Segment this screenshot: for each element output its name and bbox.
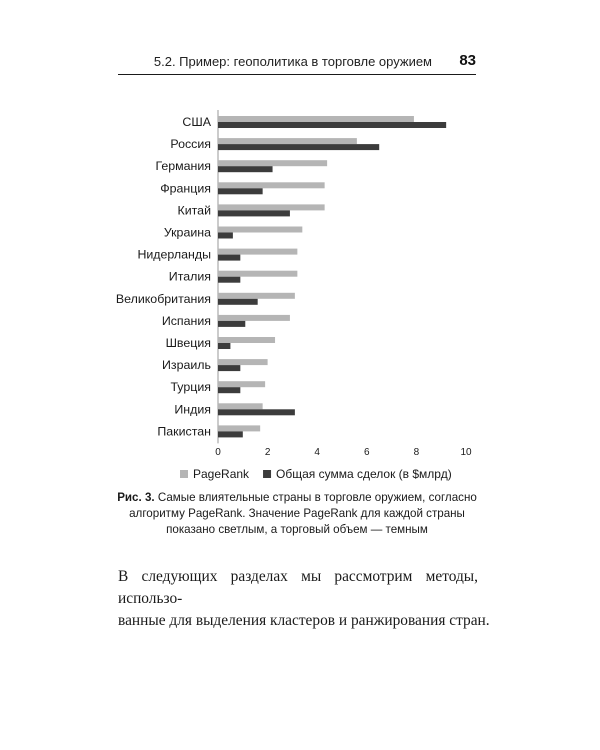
bar-pagerank <box>218 249 297 255</box>
category-label: Турция <box>170 380 211 395</box>
category-label: Великобритания <box>115 291 211 306</box>
bar-trade-volume <box>218 166 273 172</box>
bar-trade-volume <box>218 387 240 393</box>
bar-trade-volume <box>218 299 258 305</box>
body-line: ванные для выделения кластеров и ранжирования стран. <box>118 612 490 629</box>
bar-trade-volume <box>218 321 245 327</box>
category-label: Нидерланды <box>137 247 211 262</box>
bar-pagerank <box>218 227 302 233</box>
legend-label-trade-volume: Общая сумма сделок (в $млрд) <box>276 467 452 481</box>
x-tick-label: 4 <box>314 447 320 458</box>
bar-pagerank <box>218 381 265 387</box>
x-tick-label: 0 <box>215 447 221 458</box>
figure-caption <box>112 490 482 538</box>
category-label: Украина <box>163 225 211 240</box>
bar-pagerank <box>218 359 268 365</box>
bar-pagerank <box>218 403 263 409</box>
body-paragraph <box>118 566 490 632</box>
bar-pagerank <box>218 160 327 166</box>
page-number: 83 <box>459 52 476 69</box>
bar-trade-volume <box>218 409 295 415</box>
category-label: США <box>182 115 211 129</box>
bar-pagerank <box>218 271 297 277</box>
bar-trade-volume <box>218 277 240 283</box>
bar-trade-volume <box>218 210 290 216</box>
x-tick-label: 2 <box>264 447 271 458</box>
caption-text: Самые влиятельные страны в торговле оружием, согласно алгоритму PageRank. Значение PageRank для каждой страны показано светлым, а торговый объем — темным <box>129 491 477 536</box>
category-label: Пакистан <box>157 424 211 439</box>
category-label: Китай <box>177 203 211 218</box>
bar-trade-volume <box>218 431 243 437</box>
bar-pagerank <box>218 337 275 343</box>
bar-trade-volume <box>218 188 263 194</box>
bar-pagerank <box>218 182 325 188</box>
x-tick-label: 8 <box>413 447 420 458</box>
category-label: Швеция <box>165 336 211 350</box>
body-line: В следующих разделах мы рассмотрим методы, использо- <box>118 568 478 607</box>
x-tick-label: 6 <box>364 447 370 458</box>
running-title: 5.2. Пример: геополитика в торговле оружием <box>153 54 432 69</box>
caption-label: Рис. 3. <box>117 491 155 504</box>
legend-label-pagerank: PageRank <box>193 467 250 481</box>
bar-trade-volume <box>218 255 240 261</box>
bar-trade-volume <box>218 122 446 128</box>
bar-pagerank <box>218 116 414 122</box>
category-label: Испания <box>161 313 211 328</box>
category-label: Индия <box>174 402 211 417</box>
legend-swatch-trade-volume <box>263 470 271 478</box>
legend-swatch-pagerank <box>180 470 188 478</box>
bar-pagerank <box>218 315 290 321</box>
category-label: Израиль <box>162 358 211 373</box>
category-label: Франция <box>160 181 211 196</box>
bar-pagerank <box>218 138 357 144</box>
category-label: Италия <box>168 269 211 284</box>
category-label: Германия <box>155 159 211 174</box>
bar-trade-volume <box>218 343 230 349</box>
bar-trade-volume <box>218 144 379 150</box>
bar-trade-volume <box>218 233 233 239</box>
category-label: Россия <box>170 137 211 152</box>
x-tick-label: 10 <box>460 447 472 458</box>
bar-pagerank <box>218 293 295 299</box>
bar-trade-volume <box>218 365 240 371</box>
bar-pagerank <box>218 425 260 431</box>
bar-pagerank <box>218 204 325 210</box>
